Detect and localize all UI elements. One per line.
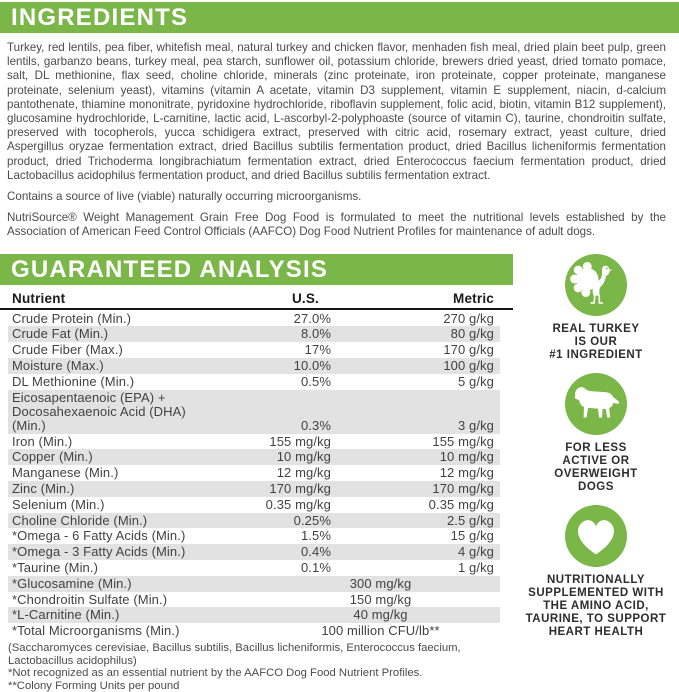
table-row: Crude Protein (Min.) 27.0% 270 g/kg <box>12 310 494 326</box>
table-row: *Omega - 3 Fatty Acids (Min.) 0.4% 4 g/kg <box>8 544 500 560</box>
table-body <box>0 310 513 639</box>
footnote-double-asterisk: **Colony Forming Units per pound <box>8 679 180 692</box>
aafco-statement: NutriSource® Weight Management Grain Free Dog Food is formulated to meet the nutritional levels established by the Association of American Feed Control Officials (AAFCO) Dog Food Nutrient Profiles for maintenance of adult dogs. <box>7 211 666 239</box>
column-header-metric: Metric <box>453 290 494 306</box>
badge-label: FOR LESS ACTIVE OR OVERWEIGHT DOGS <box>554 441 638 493</box>
table-row: Choline Chloride (Min.) 0.25% 2.5 g/kg <box>8 513 500 529</box>
table-row: Moisture (Max.) 10.0% 100 g/kg <box>8 358 500 374</box>
guaranteed-analysis-header <box>0 254 513 285</box>
badge-label: REAL TURKEY IS OUR #1 INGREDIENT <box>549 322 643 361</box>
column-header-nutrient: Nutrient <box>12 290 66 306</box>
analysis-and-badges-row <box>0 254 679 692</box>
badge-real-turkey <box>549 254 642 362</box>
badge-label: NUTRITIONALLY SUPPLEMENTED WITH THE AMINO ACID, TAURINE, TO SUPPORT HEART HEALTH <box>525 573 667 638</box>
ingredients-title: INGREDIENTS <box>11 4 189 31</box>
table-row: Zinc (Min.) 170 mg/kg 170 mg/kg <box>8 481 500 497</box>
guaranteed-analysis-title: GUARANTEED ANALYSIS <box>11 255 329 283</box>
table-row: *Omega - 6 Fatty Acids (Min.) 1.5% 15 g/kg <box>12 528 494 544</box>
table-row: *Total Microorganisms (Min.) 100 million CFU/lb** <box>12 623 440 639</box>
column-header-us: U.S. <box>291 290 319 306</box>
footnote-asterisk: *Not recognized as an essential nutrient by the AAFCO Dog Food Nutrient Profiles. <box>8 667 423 680</box>
footnote-species: (Saccharomyces cerevisiae, Bacillus subtilis, Bacillus licheniformis, Enterococcus faecium, Lactobacillus acidophilus) <box>8 641 461 667</box>
table-row: Iron (Min.) 155 mg/kg 155 mg/kg <box>12 433 494 449</box>
microorganisms-note: Contains a source of live (viable) naturally occurring microorganisms. <box>7 190 362 204</box>
table-row: Copper (Min.) 10 mg/kg 10 mg/kg <box>8 449 500 465</box>
feature-badges-sidebar <box>513 254 679 692</box>
table-header-row <box>0 288 513 310</box>
table-row: Selenium (Min.) 0.35 mg/kg 0.35 mg/kg <box>12 496 494 512</box>
table-row: *Chondroitin Sulfate (Min.) 150 mg/kg <box>12 591 412 607</box>
table-row: *Taurine (Min.) 0.1% 1 g/kg <box>12 560 494 575</box>
badge-heart-health <box>526 505 667 639</box>
ingredients-list-text: Turkey, red lentils, pea fiber, whitefish meal, natural turkey and chicken flavor, menhaden fish meal, dried plain beet pulp, green lentils, garbanzo beans, turkey meal, pea starch, sunflower oil, potassium chloride, brewers dried yeast, dried tomato pomace, salt, DL methionine, flax seed, choline chloride, minerals (zinc proteinate, iron proteinate, copper proteinate, manganese proteinate, selenium yeast), vitamins (vitamin A acetate, vitamin D3 supplement, vitamin E supplement, niacin, d-calcium pantothenate, thiamine mononitrate, pyridoxine hydrochloride, riboflavin supplement, folic acid, biotin, vitamin B12 supplement), glucosamine hydrochloride, L-carnitine, lactic acid, L-ascorbyl-2-polyphoaste (source of vitamin C), taurine, chondroitin sulfate, preserved with tocopherols, yucca schidigera extract, preserved with citric acid, rosemary extract, yeast culture, dried Aspergillus oryzae fermentation extract, dried Bacillus subtilis fermentation product, dried Bacillus licheniformis fermentation product, dried Trichoderma longibrachiatum fermentation extract, dried Enterococcus faecium fermentation product, dried Lactobacillus acidophilus fermentation product, and dried Bacillus subtilis fermentation extract. <box>7 41 666 182</box>
table-row: Crude Fiber (Max.) 17% 170 g/kg <box>12 342 494 358</box>
dog-icon <box>565 373 627 435</box>
table-row: Manganese (Min.) 12 mg/kg 12 mg/kg <box>12 465 494 481</box>
dog-food-label <box>0 2 679 692</box>
table-row: *L-Carnitine (Min.) 40 mg/kg <box>8 607 500 623</box>
table-row: DL Methionine (Min.) 0.5% 5 g/kg <box>12 373 494 389</box>
table-row: *Glucosamine (Min.) 300 mg/kg <box>8 576 500 592</box>
guaranteed-analysis-section <box>0 254 513 692</box>
ingredients-section <box>7 41 666 240</box>
guaranteed-analysis-table <box>0 288 513 639</box>
table-row: Crude Fat (Min.) 8.0% 80 g/kg <box>8 326 500 342</box>
ingredients-section-header <box>0 2 679 33</box>
heart-icon <box>565 505 627 567</box>
table-footnotes <box>8 642 500 692</box>
turkey-icon <box>565 254 627 316</box>
table-row: Eicosapentaenoic (EPA) + Docosahexaenoic Acid (DHA) (Min.) 0.3% 3 g/kg <box>8 390 500 434</box>
badge-less-active-dogs <box>554 373 637 494</box>
